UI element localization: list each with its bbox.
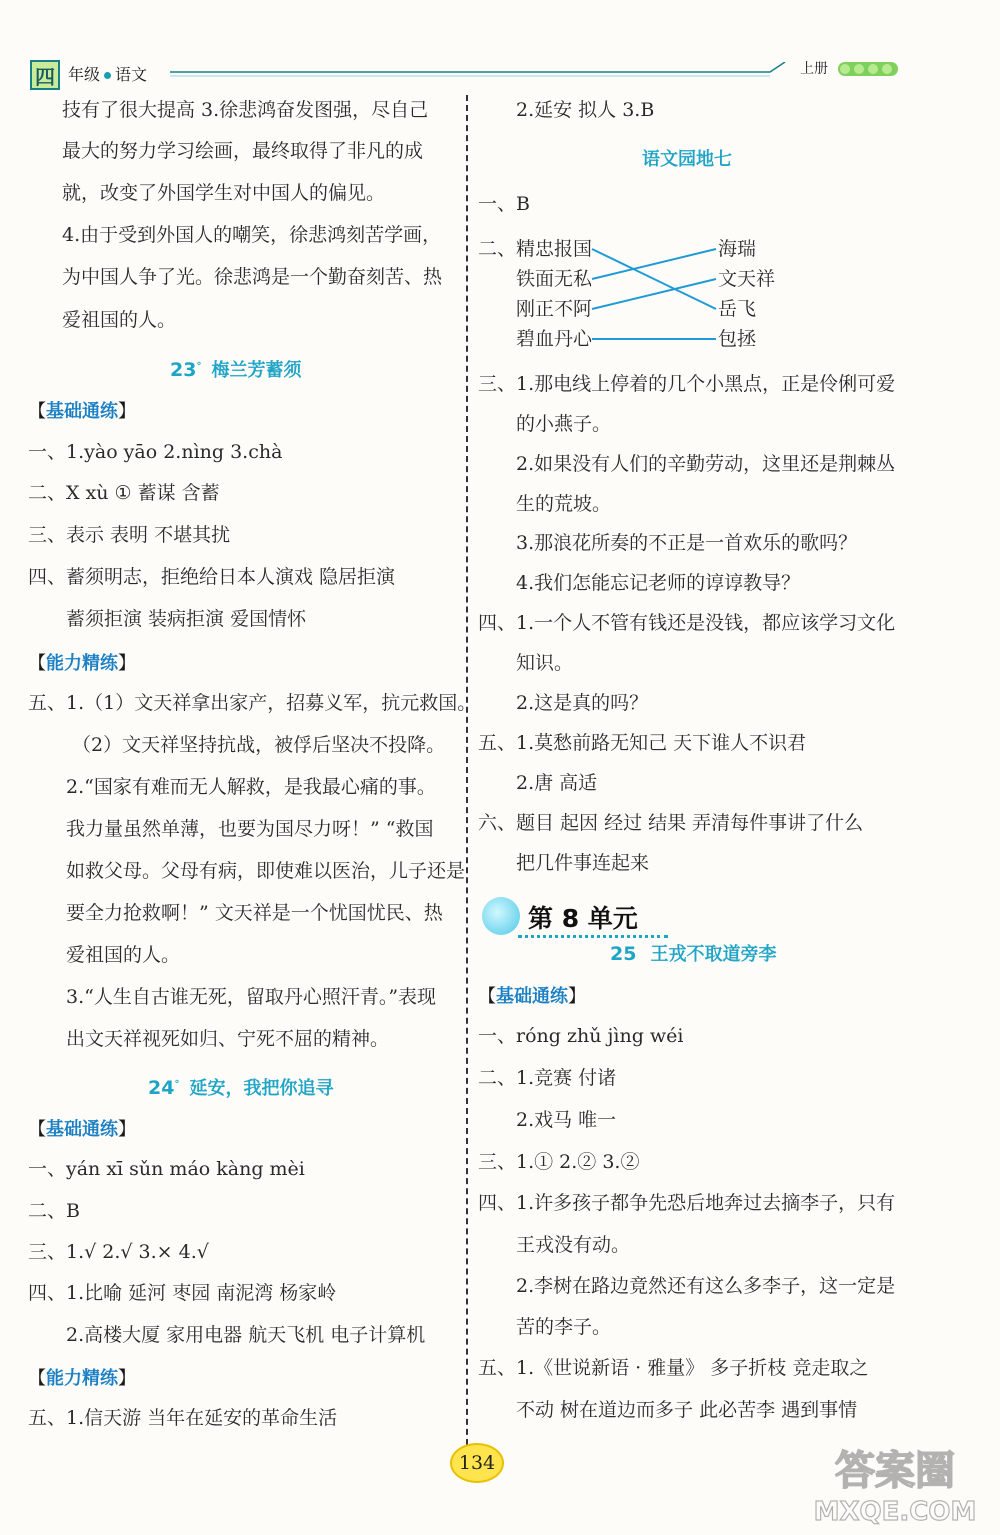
text-line: 3.“人生自古谁无死，留取丹心照汗青。”表现 bbox=[66, 986, 437, 1008]
grade-label: 年级 bbox=[68, 65, 101, 84]
subject-label: 语文 bbox=[115, 65, 148, 84]
text-line: 不动 树在道边而多子 此必苦李 遇到事情 bbox=[516, 1399, 858, 1421]
text-line: 技有了很大提高 3.徐悲鸿奋发图强，尽自己 bbox=[62, 99, 429, 121]
text-line: 2.延安 拟人 3.B bbox=[516, 99, 655, 121]
header-rule bbox=[170, 62, 790, 92]
text-line: 爱祖国的人。 bbox=[66, 944, 181, 966]
match-left-item: 刚正不阿 bbox=[516, 298, 593, 320]
section-tag: 【能力精练】 bbox=[28, 1368, 136, 1389]
unit-circle-icon bbox=[482, 897, 520, 935]
section-tag: 【能力精练】 bbox=[28, 653, 136, 674]
text-line: 就，改变了外国学生对中国人的偏见。 bbox=[62, 182, 386, 204]
section-tag: 【基础通练】 bbox=[478, 986, 586, 1007]
unit-title: 第 8 单元 bbox=[528, 904, 638, 933]
text-line: 蓄须拒演 装病拒演 爱国情怀 bbox=[66, 608, 307, 630]
watermark-bottom: MXQE.COM bbox=[813, 1497, 977, 1527]
watermark-logo bbox=[800, 1432, 990, 1530]
match-lines bbox=[590, 240, 720, 350]
text-line: 二、1.竞赛 付诸 bbox=[478, 1067, 617, 1089]
grade-badge: 四 bbox=[30, 60, 60, 90]
text-line: （2）文天祥坚持抗战，被俘后坚决不投降。 bbox=[72, 734, 446, 756]
match-left-item: 精忠报国 bbox=[516, 238, 593, 260]
garden-heading: 语文园地七 bbox=[642, 149, 732, 170]
unit-underline bbox=[518, 935, 668, 938]
text-line: 五、1.（1）文天祥拿出家产，招募义军，抗元救国。 bbox=[28, 692, 477, 714]
text-line: 要全力抢救啊！” 文天祥是一个忧国忧民、热 bbox=[66, 902, 443, 924]
text-line: 五、1.信天游 当年在延安的革命生活 bbox=[28, 1407, 338, 1429]
text-line: 生的荒坡。 bbox=[516, 493, 612, 515]
text-line: 出文天祥视死如归、宁死不屈的精神。 bbox=[66, 1028, 390, 1050]
text-line: 2.高楼大厦 家用电器 航天飞机 电子计算机 bbox=[66, 1324, 426, 1346]
text-line: 4.我们怎能忘记老师的谆谆教导？ bbox=[516, 572, 801, 594]
lesson-heading: 25 王戎不取道旁李 bbox=[610, 943, 777, 965]
dot-icon bbox=[104, 72, 111, 79]
lesson-heading: 24° 延安，我把你追寻 bbox=[148, 1077, 334, 1099]
match-left-item: 铁面无私 bbox=[516, 268, 593, 290]
watermark-top: 答案圈 bbox=[835, 1448, 955, 1494]
text-line: 三、表示 表明 不堪其扰 bbox=[28, 524, 231, 546]
text-line: 2.如果没有人们的辛勤劳动，这里还是荆棘丛 bbox=[516, 453, 896, 475]
matching-prefix: 二、 bbox=[478, 238, 517, 260]
match-right-item: 海瑞 bbox=[718, 238, 757, 260]
page-number: 134 bbox=[450, 1443, 504, 1483]
text-line: 四、1.一个人不管有钱还是没钱，都应该学习文化 bbox=[478, 612, 896, 634]
text-line: 为中国人争了光。徐悲鸿是一个勤奋刻苦、热 bbox=[62, 266, 443, 288]
page-header bbox=[0, 0, 1000, 100]
text-line: 五、1.莫愁前路无知己 天下谁人不识君 bbox=[478, 732, 807, 754]
text-line: 三、1.√ 2.√ 3.× 4.√ bbox=[28, 1241, 209, 1263]
match-right-item: 岳飞 bbox=[718, 298, 757, 320]
text-line: 2.戏马 唯一 bbox=[516, 1109, 617, 1131]
text-line: 一、1.yào yāo 2.nìng 3.chà bbox=[28, 441, 283, 463]
text-line: 三、1.① 2.② 3.② bbox=[478, 1151, 640, 1173]
text-line: 的小燕子。 bbox=[516, 413, 612, 435]
text-line: 二、B bbox=[28, 1200, 80, 1222]
text-line: 最大的努力学习绘画，最终取得了非凡的成 bbox=[62, 140, 424, 162]
text-line: 2.这是真的吗？ bbox=[516, 692, 649, 714]
text-line: 2.李树在路边竟然还有这么多李子，这一定是 bbox=[516, 1275, 896, 1297]
match-right-item: 文天祥 bbox=[718, 268, 776, 290]
text-line: 一、róng zhǔ jìng wéi bbox=[478, 1025, 684, 1047]
text-line: 一、B bbox=[478, 193, 530, 215]
text-line: 六、题目 起因 经过 结果 弄清每件事讲了什么 bbox=[478, 812, 864, 834]
section-tag: 【基础通练】 bbox=[28, 1119, 136, 1140]
text-line: 4.由于受到外国人的嘲笑，徐悲鸿刻苦学画， bbox=[62, 224, 442, 246]
section-tag: 【基础通练】 bbox=[28, 401, 136, 422]
text-line: 二、X xù ① 蓄谋 含蓄 bbox=[28, 482, 220, 504]
text-line: 我力量虽然单薄，也要为国尽力呀！” “救国 bbox=[66, 818, 434, 840]
match-right-item: 包拯 bbox=[718, 328, 757, 350]
text-line: 四、蓄须明志，拒绝给日本人演戏 隐居拒演 bbox=[28, 566, 396, 588]
text-line: 一、yán xī sǔn máo kàng mèi bbox=[28, 1158, 305, 1180]
text-line: 知识。 bbox=[516, 652, 574, 674]
text-line: 如救父母。父母有病，即使难以医治，儿子还是 bbox=[66, 860, 466, 882]
lesson-heading: 23° 梅兰芳蓄须 bbox=[170, 359, 302, 381]
unit-banner bbox=[482, 895, 652, 939]
text-line: 2.“国家有难而无人解救，是我最心痛的事。 bbox=[66, 776, 436, 798]
text-line: 把几件事连起来 bbox=[516, 852, 650, 874]
text-line: 2.唐 高适 bbox=[516, 772, 598, 794]
text-line: 爱祖国的人。 bbox=[62, 309, 177, 331]
text-line: 苦的李子。 bbox=[516, 1316, 612, 1338]
text-line: 3.那浪花所奏的不正是一首欢乐的歌吗？ bbox=[516, 532, 858, 554]
text-line: 四、1.许多孩子都争先恐后地奔过去摘李子，只有 bbox=[478, 1192, 896, 1214]
text-line: 五、1.《世说新语 · 雅量》 多子折枝 竞走取之 bbox=[478, 1357, 869, 1379]
text-line: 四、1.比喻 延河 枣园 南泥湾 杨家岭 bbox=[28, 1282, 337, 1304]
column-divider bbox=[466, 95, 468, 1465]
text-line: 王戎没有动。 bbox=[516, 1234, 631, 1256]
match-left-item: 碧血丹心 bbox=[516, 328, 593, 350]
decor-pill-icon bbox=[838, 62, 898, 76]
text-line: 三、1.那电线上停着的几个小黑点，正是伶俐可爱 bbox=[478, 373, 896, 395]
volume-label: 上册 bbox=[800, 61, 828, 77]
header-tab bbox=[62, 60, 172, 90]
